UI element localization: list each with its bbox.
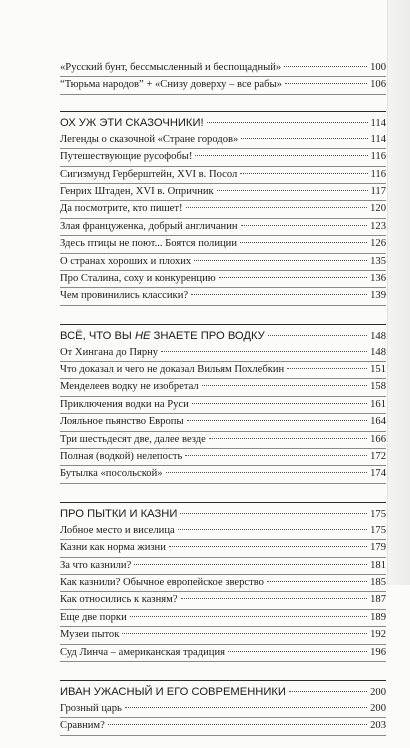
section-title[interactable]	[60, 502, 386, 523]
toc-entry-label: Да посмотрите, кто пишет!	[60, 203, 183, 215]
toc-entry-label: О странах хороших и плохих	[60, 255, 192, 267]
section-title[interactable]	[60, 680, 386, 701]
toc-entry[interactable]	[60, 466, 386, 483]
leader-dots	[125, 707, 367, 708]
section-title-page: 148	[370, 330, 386, 342]
toc-entry-page: 203	[370, 720, 386, 732]
section-title-label	[60, 328, 265, 345]
toc-entry-page: 106	[370, 79, 386, 91]
toc-entry-page: 158	[370, 381, 386, 393]
section-title-label: ОХ УЖ ЭТИ СКАЗОЧНИКИ!	[60, 116, 204, 129]
toc-entry-label: Приключения водки на Руси	[60, 398, 189, 410]
toc-entry-label: Чем провинились классики?	[60, 290, 189, 302]
section-title-page: 200	[370, 686, 386, 698]
section-title[interactable]	[60, 111, 386, 132]
toc-entry-label: От Хингана до Пярну	[60, 346, 159, 358]
toc-entry-page: 196	[370, 646, 386, 658]
toc-entry[interactable]	[60, 645, 386, 662]
section-title[interactable]	[60, 324, 386, 345]
toc-entry-label: Сигизмунд Герберштейн, XVI в. Посол	[60, 168, 238, 180]
toc-entry-page: 179	[370, 542, 386, 554]
leader-dots	[241, 225, 368, 226]
toc-entry-label: Менделеев водку не изобретал	[60, 381, 199, 393]
toc-section-continued	[60, 60, 386, 95]
toc-entry[interactable]	[60, 184, 386, 201]
toc-entry-page: 185	[370, 576, 386, 588]
leader-dots	[287, 368, 367, 369]
toc-entry-label: Лояльное пьянство Европы	[60, 416, 184, 428]
leader-dots	[130, 616, 367, 617]
toc-entry-label: Полная (водкой) нелепость	[60, 451, 183, 463]
toc-entry-page: 136	[370, 272, 386, 284]
toc-entry[interactable]	[60, 627, 386, 644]
toc-entry-page: 116	[370, 151, 386, 163]
toc-entry-label: Про Сталина, соху и конкуренцию	[60, 272, 216, 284]
toc-entry-label: Легенды о сказочной «Стране городов»	[60, 133, 239, 145]
toc-entry[interactable]	[60, 201, 386, 218]
leader-dots	[219, 277, 367, 278]
toc-entry-page: 192	[370, 629, 386, 641]
toc-entry[interactable]	[60, 271, 386, 288]
section-title-part: ЗНАЕТЕ ПРО ВОДКУ	[150, 329, 265, 342]
toc-entry-label: Музеи пыток	[60, 629, 120, 641]
toc-entry-page: 120	[370, 203, 386, 215]
toc-entry-page: 175	[370, 524, 386, 536]
leader-dots	[195, 155, 367, 156]
toc-entry-label: Здесь птицы не поют... Боятся полиции	[60, 238, 237, 250]
leader-dots	[241, 138, 367, 139]
toc-entry-page: 164	[370, 416, 386, 428]
leader-dots	[186, 207, 368, 208]
section-title-page: 114	[370, 117, 386, 129]
toc-entry-page: 135	[370, 255, 386, 267]
leader-dots	[166, 472, 368, 473]
toc-entry-page: 200	[370, 702, 386, 714]
leader-dots	[181, 598, 368, 599]
leader-dots	[202, 385, 367, 386]
toc-entry-label: «Русский бунт, бессмысленный и беспощадный»	[60, 62, 282, 73]
toc-entry[interactable]	[60, 575, 386, 592]
toc-section-torture	[60, 502, 386, 662]
toc-entry[interactable]	[60, 132, 386, 149]
toc-entry-page: 181	[370, 559, 386, 571]
toc-entry[interactable]	[60, 449, 386, 466]
toc-entry-label: Суд Линча – американская традиция	[60, 646, 225, 658]
toc-entry-page: 117	[370, 185, 386, 197]
toc-entry-page: 126	[370, 238, 386, 250]
toc-entry[interactable]	[60, 379, 386, 396]
toc-entry[interactable]	[60, 345, 386, 362]
leader-dots	[122, 633, 367, 634]
leader-dots	[284, 66, 367, 67]
toc-entry-label: Злая француженка, добрый англичанин	[60, 220, 238, 232]
toc-entry-label: Лобное место и виселица	[60, 524, 175, 536]
toc-entry[interactable]	[60, 592, 386, 609]
toc-entry-page: 114	[370, 133, 386, 145]
leader-dots	[134, 564, 367, 565]
leader-dots	[169, 546, 367, 547]
toc-entry[interactable]	[60, 236, 386, 253]
leader-dots	[217, 190, 368, 191]
leader-dots	[185, 455, 367, 456]
toc-entry-label: Грозный царь	[60, 702, 122, 714]
leader-dots	[108, 724, 367, 725]
section-title-part: ВСЁ, ЧТО ВЫ	[60, 329, 135, 342]
leader-dots	[187, 420, 368, 421]
toc-entry-page: 172	[370, 451, 386, 463]
leader-dots	[289, 691, 367, 692]
toc-entry-label: Бутылка «посольской»	[60, 468, 163, 480]
toc-entry[interactable]	[60, 432, 386, 449]
leader-dots	[194, 260, 367, 261]
toc-entry-label: Еще две порки	[60, 611, 127, 623]
toc-entry[interactable]	[60, 718, 386, 735]
toc-entry[interactable]	[60, 362, 386, 379]
page-edge	[387, 0, 410, 585]
leader-dots	[207, 122, 368, 123]
toc-entry-label: Что доказал и чего не доказал Вильям Похлебкин	[60, 364, 285, 376]
toc-entry[interactable]	[60, 77, 386, 94]
toc-entry[interactable]	[60, 540, 386, 557]
toc-entry[interactable]	[60, 149, 386, 166]
toc-entry[interactable]	[60, 414, 386, 431]
toc-entry-page: 161	[370, 398, 386, 410]
section-title-label: ИВАН УЖАСНЫЙ И ЕГО СОВРЕМЕННИКИ	[60, 685, 286, 698]
toc-entry-page: 116	[370, 168, 386, 180]
toc-entry-label: Путешествующие русофобы!	[60, 151, 193, 163]
leader-dots	[191, 294, 367, 295]
toc-entry-page: 187	[370, 594, 386, 606]
leader-dots	[228, 651, 367, 652]
leader-dots	[180, 513, 367, 514]
toc-section-ivan	[60, 680, 386, 736]
toc-entry-label: За что казнили?	[60, 559, 132, 571]
table-of-contents	[60, 60, 386, 748]
leader-dots	[240, 242, 367, 243]
toc-entry-page: 189	[370, 611, 386, 623]
toc-entry[interactable]	[60, 254, 386, 271]
leader-dots	[192, 403, 367, 404]
toc-entry[interactable]	[60, 701, 386, 718]
leader-dots	[268, 335, 367, 336]
section-title-page: 175	[370, 508, 386, 520]
toc-entry[interactable]	[60, 288, 386, 305]
toc-entry-label: “Тюрьма народов” + «Снизу доверху – все рабы»	[60, 79, 282, 91]
toc-entry[interactable]	[60, 167, 386, 184]
toc-entry-page: 123	[370, 220, 386, 232]
toc-entry-label: Казни как норма жизни	[60, 542, 166, 554]
toc-entry-page: 151	[370, 364, 386, 376]
toc-entry[interactable]	[60, 397, 386, 414]
toc-entry-label: Генрих Штаден, XVI в. Опричник	[60, 185, 214, 197]
toc-entry-page: 139	[370, 290, 386, 302]
leader-dots	[178, 529, 367, 530]
toc-entry-label: Как относились к казням?	[60, 594, 178, 606]
toc-entry-page: 148	[370, 346, 386, 358]
leader-dots	[267, 581, 367, 582]
toc-section-storytellers	[60, 111, 386, 306]
leader-dots	[161, 351, 367, 352]
toc-entry[interactable]	[60, 558, 386, 575]
toc-entry[interactable]	[60, 60, 386, 77]
toc-entry[interactable]	[60, 523, 386, 540]
leader-dots	[240, 173, 367, 174]
toc-entry-label: Как казнили? Обычное европейское зверство	[60, 576, 264, 588]
toc-entry-label: Сравним?	[60, 720, 105, 732]
toc-section-vodka	[60, 324, 386, 484]
toc-entry[interactable]	[60, 610, 386, 627]
toc-entry-label: Три шестьдесят две, далее везде	[60, 433, 206, 445]
toc-entry-page: 166	[370, 433, 386, 445]
leader-dots	[209, 438, 367, 439]
section-title-emphasis: НЕ	[134, 329, 151, 342]
toc-entry-page: 100	[370, 62, 386, 73]
toc-entry-page: 174	[370, 468, 386, 480]
leader-dots	[285, 83, 367, 84]
section-title-label: ПРО ПЫТКИ И КАЗНИ	[60, 507, 178, 520]
toc-entry[interactable]	[60, 219, 386, 236]
